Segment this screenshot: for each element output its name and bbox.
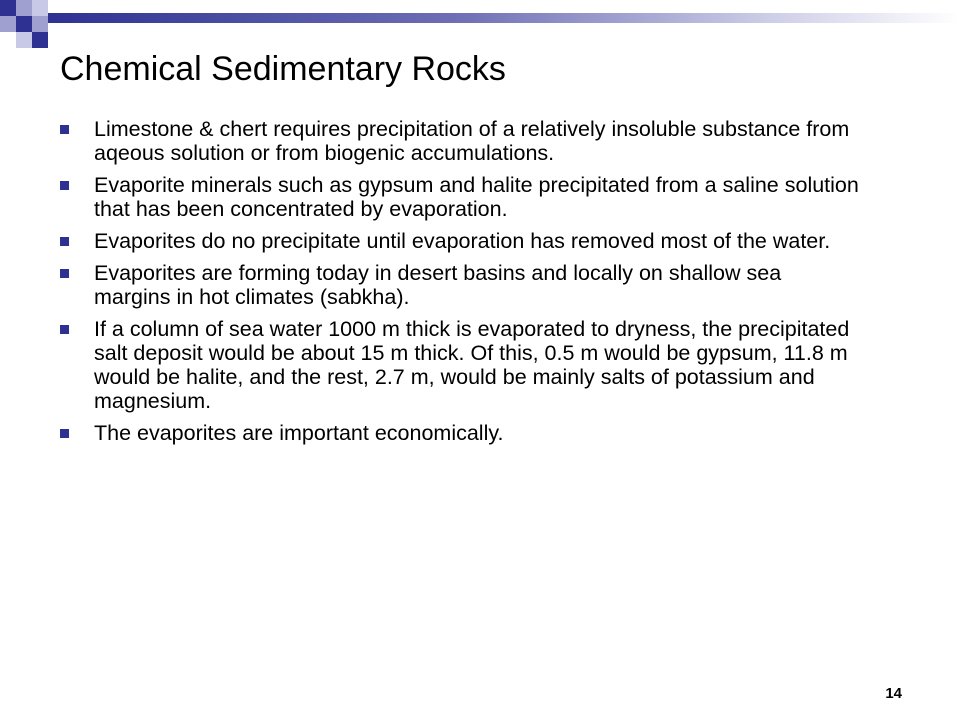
- bullet-item: [60, 229, 860, 253]
- header-gradient-bar: [48, 13, 960, 23]
- bullet-item: [60, 421, 860, 445]
- square-bullet-icon: [60, 269, 69, 278]
- bullet-text: Evaporites do no precipitate until evaporation has removed most of the water.: [94, 229, 831, 253]
- page-number: 14: [885, 685, 902, 702]
- square-bullet-icon: [60, 325, 69, 334]
- square-bullet-icon: [60, 125, 69, 134]
- decor-square: [16, 16, 32, 32]
- decor-square: [16, 0, 32, 16]
- decor-square: [32, 32, 48, 48]
- square-bullet-icon: [60, 429, 69, 438]
- bullet-text: Evaporite minerals such as gypsum and halite precipitated from a saline solution that has been concentrated by evaporation.: [94, 173, 859, 221]
- square-bullet-icon: [60, 181, 69, 190]
- bullet-item: [60, 261, 860, 309]
- bullet-item: [60, 117, 860, 165]
- bullet-text: Limestone & chert requires precipitation of a relatively insoluble substance from aqeous solution or from biogenic accumulations.: [94, 117, 850, 165]
- bullet-text: The evaporites are important economically.: [94, 421, 504, 445]
- square-bullet-icon: [60, 237, 69, 246]
- bullet-item: [60, 173, 860, 221]
- bullet-item: [60, 317, 860, 413]
- bullet-list: [60, 117, 860, 453]
- decor-square: [16, 32, 32, 48]
- decor-square: [0, 0, 16, 16]
- slide-title: Chemical Sedimentary Rocks: [60, 50, 506, 88]
- decor-square: [32, 0, 48, 16]
- decor-square: [0, 16, 16, 32]
- bullet-text: If a column of sea water 1000 m thick is evaporated to dryness, the precipitated salt deposit would be about 15 m thick. Of this, 0.5 m would be gypsum, 11.8 m would be halite, and the rest, 2.7 m, would be mainly salts of potassium and magnesium.: [94, 317, 850, 413]
- bullet-text: Evaporites are forming today in desert basins and locally on shallow sea margins in hot climates (sabkha).: [94, 261, 782, 309]
- decor-square: [32, 16, 48, 32]
